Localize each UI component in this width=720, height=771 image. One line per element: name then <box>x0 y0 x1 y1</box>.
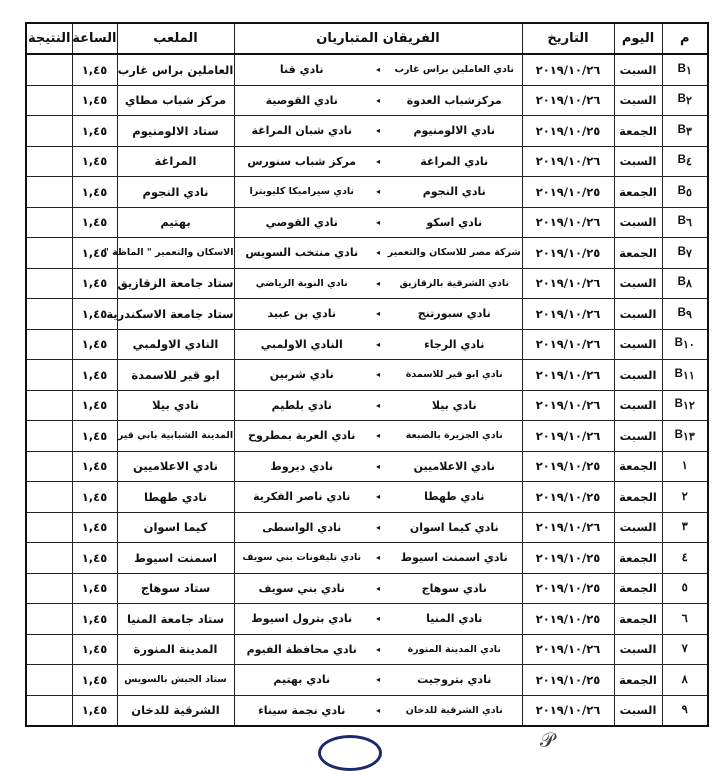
match-code: B <box>674 398 683 411</box>
match-code: B <box>677 123 686 136</box>
header-teams: الفريقان المتباريان <box>234 23 522 54</box>
table-row <box>26 299 708 330</box>
match-teams <box>234 543 522 574</box>
match-code-sub: ١٣ <box>682 430 695 443</box>
match-result <box>26 116 72 147</box>
match-number <box>662 146 708 177</box>
arrow-icon: ◂ <box>375 705 380 715</box>
match-time: ١,٤٥ <box>72 85 117 116</box>
match-stadium: نادي الاعلاميين <box>117 451 234 482</box>
match-result <box>26 360 72 391</box>
away-team: نادي بلطيم <box>271 398 332 412</box>
match-time: ١,٤٥ <box>72 54 117 85</box>
away-team: نادي قنا <box>279 63 324 77</box>
signature: 𝒫 <box>540 728 555 752</box>
match-teams <box>234 695 522 726</box>
match-code: B <box>677 276 686 289</box>
table-row <box>26 451 708 482</box>
match-date: ٢٠١٩/١٠/٢٥ <box>522 543 614 574</box>
match-date: ٢٠١٩/١٠/٢٦ <box>522 146 614 177</box>
match-result <box>26 665 72 696</box>
match-date: ٢٠١٩/١٠/٢٥ <box>522 116 614 147</box>
match-teams <box>234 54 522 85</box>
match-stadium: اسمنت اسيوط <box>117 543 234 574</box>
match-stadium: ستاد جامعة الزقازيق <box>117 268 234 299</box>
match-stadium: المراغة <box>117 146 234 177</box>
match-number <box>662 116 708 147</box>
match-number <box>662 482 708 513</box>
match-result <box>26 604 72 635</box>
table-row <box>26 604 708 635</box>
match-day: الجمعة <box>614 665 662 696</box>
away-team: نادي بترول اسيوط <box>251 612 353 626</box>
arrow-icon: ◂ <box>375 644 380 654</box>
match-number <box>662 85 708 116</box>
arrow-icon: ◂ <box>375 309 380 319</box>
match-code: B <box>677 184 686 197</box>
table-row <box>26 116 708 147</box>
home-team: نادي بتروجيت <box>417 673 492 687</box>
fixtures-table <box>25 22 709 727</box>
match-result <box>26 390 72 421</box>
match-stadium: نادي بيلا <box>117 390 234 421</box>
match-day: السبت <box>614 146 662 177</box>
match-date: ٢٠١٩/١٠/٢٦ <box>522 360 614 391</box>
match-result <box>26 421 72 452</box>
match-teams <box>234 360 522 391</box>
match-code-sub: ٥ <box>685 186 692 199</box>
match-code-sub: ٢ <box>685 95 692 108</box>
match-teams <box>234 604 522 635</box>
table-row <box>26 482 708 513</box>
stamp-seal <box>318 735 382 771</box>
table-row <box>26 634 708 665</box>
match-result <box>26 268 72 299</box>
match-day: الجمعة <box>614 573 662 604</box>
home-team: شركة مصر للاسكان والتعمير <box>387 247 521 259</box>
match-code: B <box>677 154 686 167</box>
match-date: ٢٠١٩/١٠/٢٦ <box>522 268 614 299</box>
home-team: نادي اسمنت اسيوط <box>400 551 508 565</box>
match-code: ٨ <box>681 673 688 686</box>
match-date: ٢٠١٩/١٠/٢٦ <box>522 329 614 360</box>
match-day: الجمعة <box>614 543 662 574</box>
match-time: ١,٤٥ <box>72 299 117 330</box>
header-stadium: الملعب <box>117 23 234 54</box>
match-date: ٢٠١٩/١٠/٢٦ <box>522 512 614 543</box>
match-code-sub: ٨ <box>685 278 692 291</box>
arrow-icon: ◂ <box>375 583 380 593</box>
match-result <box>26 177 72 208</box>
match-stadium: الاسكان والتعمير " الماظة " <box>117 238 234 269</box>
match-code: B <box>677 215 686 228</box>
home-team: نادي الاعلاميين <box>413 459 495 473</box>
match-date: ٢٠١٩/١٠/٢٥ <box>522 482 614 513</box>
match-day: السبت <box>614 329 662 360</box>
match-result <box>26 207 72 238</box>
away-team: نادي بهتيم <box>273 673 331 687</box>
match-result <box>26 146 72 177</box>
match-teams <box>234 207 522 238</box>
home-team: نادي طهطا <box>424 490 485 504</box>
match-result <box>26 482 72 513</box>
match-code-sub: ٩ <box>685 308 692 321</box>
match-code-sub: ١١ <box>682 369 695 382</box>
table-row <box>26 54 708 85</box>
match-result <box>26 634 72 665</box>
match-code-sub: ١ <box>685 64 692 77</box>
match-day: السبت <box>614 54 662 85</box>
match-day: الجمعة <box>614 177 662 208</box>
home-team: نادي كيما اسوان <box>409 520 499 534</box>
home-team: نادي ابو قير للاسمدة <box>405 369 503 381</box>
match-day: السبت <box>614 634 662 665</box>
match-code: B <box>674 337 683 350</box>
match-time: ١,٤٥ <box>72 512 117 543</box>
away-team: نادي تليفونات بني سويف <box>242 552 362 564</box>
match-teams <box>234 573 522 604</box>
table-row <box>26 329 708 360</box>
match-day: الجمعة <box>614 451 662 482</box>
match-teams <box>234 299 522 330</box>
match-number <box>662 573 708 604</box>
arrow-icon: ◂ <box>375 278 380 288</box>
header-num: م <box>662 23 708 54</box>
table-row <box>26 695 708 726</box>
match-number <box>662 238 708 269</box>
table-row <box>26 238 708 269</box>
away-team: نادي العربة بمطروح <box>248 429 356 443</box>
match-day: السبت <box>614 268 662 299</box>
match-time: ١,٤٥ <box>72 573 117 604</box>
arrow-icon: ◂ <box>375 187 380 197</box>
match-code: B <box>677 62 686 75</box>
table-row <box>26 360 708 391</box>
match-day: السبت <box>614 85 662 116</box>
match-stadium: ستاد الجيش بالسويس <box>117 665 234 696</box>
match-teams <box>234 116 522 147</box>
match-number <box>662 451 708 482</box>
match-stadium: نادي النجوم <box>117 177 234 208</box>
match-stadium: العاملين براس غارب <box>117 54 234 85</box>
match-code-sub: ٧ <box>685 247 692 260</box>
arrow-icon: ◂ <box>375 217 380 227</box>
match-date: ٢٠١٩/١٠/٢٦ <box>522 207 614 238</box>
match-teams <box>234 451 522 482</box>
match-stadium: ستاد الالومنيوم <box>117 116 234 147</box>
match-time: ١,٤٥ <box>72 390 117 421</box>
home-team: نادي النجوم <box>422 185 486 199</box>
match-date: ٢٠١٩/١٠/٢٦ <box>522 634 614 665</box>
arrow-icon: ◂ <box>375 553 380 563</box>
match-time: ١,٤٥ <box>72 634 117 665</box>
match-result <box>26 54 72 85</box>
match-date: ٢٠١٩/١٠/٢٥ <box>522 604 614 635</box>
match-date: ٢٠١٩/١٠/٢٦ <box>522 695 614 726</box>
home-team: نادي اسكو <box>426 215 483 229</box>
match-date: ٢٠١٩/١٠/٢٥ <box>522 665 614 696</box>
match-number <box>662 421 708 452</box>
table-row <box>26 177 708 208</box>
home-team: مركزشباب العدوة <box>406 93 502 107</box>
match-time: ١,٤٥ <box>72 451 117 482</box>
match-time: ١,٤٥ <box>72 543 117 574</box>
match-teams <box>234 85 522 116</box>
match-result <box>26 85 72 116</box>
match-stadium: ستاد سوهاج <box>117 573 234 604</box>
home-team: نادي المنيا <box>426 612 483 626</box>
match-code: ٥ <box>681 582 688 595</box>
match-result <box>26 512 72 543</box>
away-team: نادي شبان المراغة <box>251 124 353 138</box>
header-date: التاريخ <box>522 23 614 54</box>
table-row <box>26 573 708 604</box>
match-stadium: ابو قير للاسمدة <box>117 360 234 391</box>
away-team: النادي الاولمبي <box>260 337 343 351</box>
match-stadium: المدينة الشبابية بابي قير <box>117 421 234 452</box>
match-teams <box>234 177 522 208</box>
table-row <box>26 543 708 574</box>
match-result <box>26 329 72 360</box>
match-result <box>26 238 72 269</box>
match-code: B <box>674 428 683 441</box>
match-result <box>26 451 72 482</box>
home-team: نادي الالومنيوم <box>413 124 496 138</box>
match-number <box>662 177 708 208</box>
match-code-sub: ١٢ <box>682 400 695 413</box>
away-team: نادي القوصية <box>265 93 338 107</box>
match-day: الجمعة <box>614 116 662 147</box>
match-time: ١,٤٥ <box>72 146 117 177</box>
arrow-icon: ◂ <box>375 461 380 471</box>
match-time: ١,٤٥ <box>72 604 117 635</box>
match-code: ٧ <box>681 643 688 656</box>
match-teams <box>234 665 522 696</box>
match-result <box>26 695 72 726</box>
header-row <box>26 23 708 54</box>
arrow-icon: ◂ <box>375 370 380 380</box>
away-team: نادي سيراميكا كليوبترا <box>249 186 354 198</box>
match-result <box>26 573 72 604</box>
match-code-sub: ٣ <box>685 125 692 138</box>
match-teams <box>234 146 522 177</box>
match-teams <box>234 238 522 269</box>
match-day: السبت <box>614 207 662 238</box>
arrow-icon: ◂ <box>375 126 380 136</box>
match-teams <box>234 482 522 513</box>
match-code-sub: ١٠ <box>682 339 695 352</box>
match-teams <box>234 634 522 665</box>
match-date: ٢٠١٩/١٠/٢٥ <box>522 238 614 269</box>
match-number <box>662 390 708 421</box>
arrow-icon: ◂ <box>375 614 380 624</box>
match-number <box>662 360 708 391</box>
match-day: الجمعة <box>614 482 662 513</box>
table-row <box>26 146 708 177</box>
match-code: ٤ <box>681 551 688 564</box>
home-team: نادي الجزيرة بالضبعة <box>405 430 503 442</box>
match-number <box>662 543 708 574</box>
arrow-icon: ◂ <box>375 248 380 258</box>
match-number <box>662 512 708 543</box>
match-time: ١,٤٥ <box>72 329 117 360</box>
match-stadium: بهتيم <box>117 207 234 238</box>
home-team: نادي الشرقية للدخان <box>405 704 503 716</box>
match-stadium: كيما اسوان <box>117 512 234 543</box>
match-date: ٢٠١٩/١٠/٢٦ <box>522 421 614 452</box>
match-time: ١,٤٥ <box>72 116 117 147</box>
arrow-icon: ◂ <box>375 400 380 410</box>
match-date: ٢٠١٩/١٠/٢٥ <box>522 451 614 482</box>
match-day: السبت <box>614 390 662 421</box>
away-team: نادي نجمة سيناء <box>258 703 346 717</box>
match-time: ١,٤٥ <box>72 421 117 452</box>
match-day: السبت <box>614 360 662 391</box>
match-day: السبت <box>614 299 662 330</box>
match-number <box>662 268 708 299</box>
header-result: النتيجة <box>26 23 72 54</box>
match-teams <box>234 268 522 299</box>
match-number <box>662 207 708 238</box>
match-stadium: النادي الاولمبي <box>117 329 234 360</box>
match-day: السبت <box>614 421 662 452</box>
home-team: نادي الرجاء <box>424 337 485 351</box>
match-number <box>662 695 708 726</box>
away-team: نادي بن عبيد <box>267 307 337 321</box>
home-team: نادي المراغة <box>420 154 489 168</box>
home-team: نادي سبورتنج <box>417 307 491 321</box>
match-code-sub: ٤ <box>685 156 692 169</box>
match-date: ٢٠١٩/١٠/٢٥ <box>522 573 614 604</box>
match-date: ٢٠١٩/١٠/٢٦ <box>522 85 614 116</box>
match-code: ٦ <box>681 612 688 625</box>
match-code-sub: ٦ <box>685 217 692 230</box>
match-date: ٢٠١٩/١٠/٢٥ <box>522 177 614 208</box>
arrow-icon: ◂ <box>375 522 380 532</box>
match-time: ١,٤٥ <box>72 360 117 391</box>
match-day: السبت <box>614 695 662 726</box>
arrow-icon: ◂ <box>375 339 380 349</box>
away-team: نادي الواسطى <box>262 520 342 534</box>
table-row <box>26 421 708 452</box>
home-team: نادي بيلا <box>431 398 477 412</box>
match-number <box>662 299 708 330</box>
arrow-icon: ◂ <box>375 431 380 441</box>
match-code: B <box>674 367 683 380</box>
match-teams <box>234 329 522 360</box>
away-team: نادي النوبة الرياضي <box>255 277 348 289</box>
home-team: نادي سوهاج <box>421 581 487 595</box>
header-time: الساعة <box>72 23 117 54</box>
arrow-icon: ◂ <box>375 675 380 685</box>
match-time: ١,٤٥ <box>72 207 117 238</box>
away-team: نادي منتخب السويس <box>245 246 359 260</box>
table-row <box>26 85 708 116</box>
match-code: B <box>677 245 686 258</box>
home-team: نادي المدينة المنورة <box>407 643 501 655</box>
home-team: نادي العاملين براس غارب <box>394 64 514 76</box>
table-row <box>26 512 708 543</box>
arrow-icon: ◂ <box>375 65 380 75</box>
match-date: ٢٠١٩/١٠/٢٦ <box>522 299 614 330</box>
match-time: ١,٤٥ <box>72 177 117 208</box>
match-number <box>662 665 708 696</box>
arrow-icon: ◂ <box>375 492 380 502</box>
match-code: ٩ <box>681 704 688 717</box>
match-stadium: ستاد جامعة الاسكندرية <box>117 299 234 330</box>
match-result <box>26 543 72 574</box>
match-number <box>662 54 708 85</box>
match-teams <box>234 390 522 421</box>
match-time: ١,٤٥ <box>72 695 117 726</box>
match-day: الجمعة <box>614 604 662 635</box>
table-row <box>26 665 708 696</box>
match-date: ٢٠١٩/١٠/٢٦ <box>522 54 614 85</box>
match-stadium: مركز شباب مطاي <box>117 85 234 116</box>
match-stadium: ستاد جامعة المنيا <box>117 604 234 635</box>
match-code: ١ <box>681 460 688 473</box>
match-day: السبت <box>614 512 662 543</box>
match-code: B <box>677 306 686 319</box>
match-teams <box>234 421 522 452</box>
away-team: نادي بني سويف <box>258 581 345 595</box>
match-number <box>662 604 708 635</box>
match-code: B <box>677 93 686 106</box>
table-row <box>26 268 708 299</box>
arrow-icon: ◂ <box>375 156 380 166</box>
table-row <box>26 390 708 421</box>
match-result <box>26 299 72 330</box>
arrow-icon: ◂ <box>375 95 380 105</box>
match-number <box>662 329 708 360</box>
match-stadium: نادي طهطا <box>117 482 234 513</box>
away-team: مركز شباب سنورس <box>247 154 357 168</box>
match-code: ٣ <box>681 521 688 534</box>
match-day: الجمعة <box>614 238 662 269</box>
away-team: نادي ديروط <box>270 459 334 473</box>
match-number <box>662 634 708 665</box>
match-time: ١,٤٥ <box>72 238 117 269</box>
away-team: نادي شربين <box>269 368 334 382</box>
match-time: ١,٤٥ <box>72 665 117 696</box>
table-row <box>26 207 708 238</box>
home-team: نادي الشرقية بالزقازيق <box>399 277 510 289</box>
match-code: ٢ <box>681 490 688 503</box>
match-teams <box>234 512 522 543</box>
match-date: ٢٠١٩/١٠/٢٦ <box>522 390 614 421</box>
away-team: نادي ناصر الفكرية <box>253 490 351 504</box>
match-time: ١,٤٥ <box>72 482 117 513</box>
away-team: نادي القوصي <box>265 215 338 229</box>
away-team: نادي محافظة الفيوم <box>246 642 357 656</box>
match-stadium: المدينة المنورة <box>117 634 234 665</box>
match-time: ١,٤٥ <box>72 268 117 299</box>
match-stadium: الشرقية للدخان <box>117 695 234 726</box>
header-day: اليوم <box>614 23 662 54</box>
